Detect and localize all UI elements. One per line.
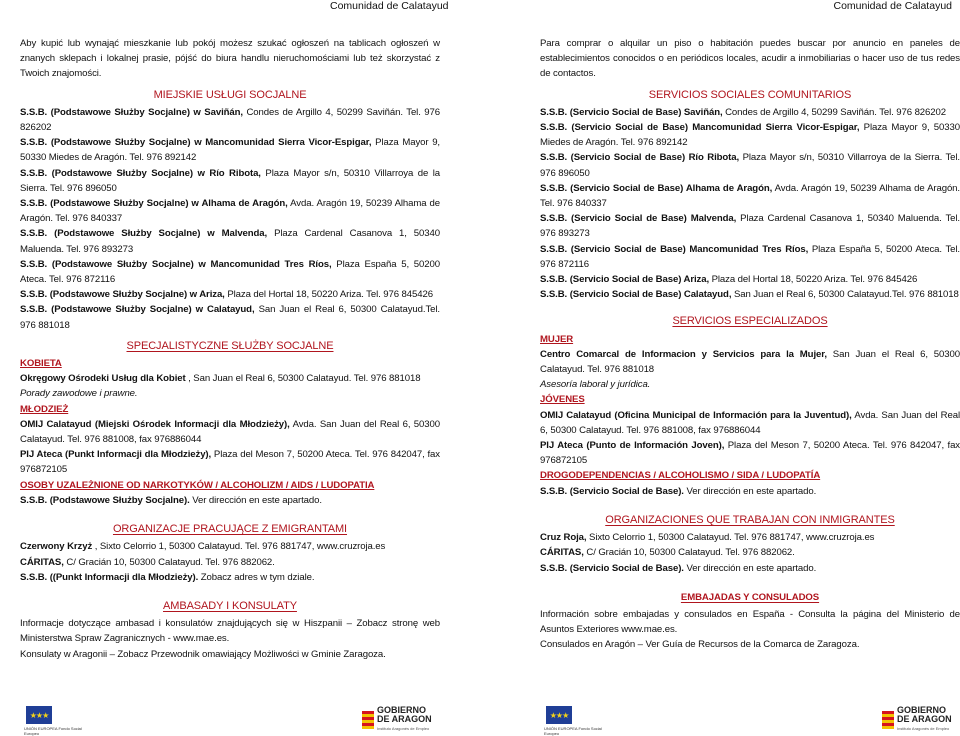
service-entry: S.S.B. (Servicio Social de Base) Saviñán, Condes de Argillo 4, 50299 Saviñán. Tel. 976 826202 [540,106,946,118]
service-entry: PIJ Ateca (Punkt Informacji dla Młodzieży), Plaza del Meson 7, 50200 Ateca. Tel. 976 842047, fax 976872105 [20,449,440,476]
logo-name-line1: GOBIERNO [897,705,947,715]
section-title-community: SERVICIOS SOCIALES COMUNITARIOS [648,88,852,101]
section-title-immigrants: ORGANIZACJE PRACUJĄCE Z EMIGRANTAMI [112,523,348,536]
aragon-shield-icon [882,711,894,729]
service-entry: S.S.B. (Podstawowe Służby Socjalne) w Saviñán, Condes de Argillo 4, 50299 Saviñán. Tel. 976 826202 [20,106,440,134]
section-title-immigrants: ORGANIZACIONES QUE TRABAJAN CON INMIGRANTES [605,513,895,526]
service-entry: S.S.B. (Podstawowe Służby Socjalne). Ver dirección en este apartado. [20,494,322,506]
embassy-info: Información sobre embajadas y consulados en España - Consulta la página del Ministerio de Asuntos Exteriores www.mae.es. [540,608,960,636]
service-entry: S.S.B. (Podstawowe Służby Socjalne) w Mancomunidad Tres Ríos, Plaza España 5, 50200 Ateca. Tel. 976 872116 [20,258,440,286]
service-entry: CÁRITAS, C/ Gracián 10, 50300 Calatayud. Tel. 976 882062. [540,547,795,559]
right-column [540,36,960,653]
subsection-addiction: DROGODEPENDENCIAS / ALCOHOLISMO / SIDA / LUDOPATÍA [540,470,821,482]
logo-subtitle: Instituto Aragonés de Empleo [897,726,950,731]
gobierno-aragon-logo [362,706,432,733]
consulate-info: Consulados en Aragón – Ver Guía de Recursos de la Comarca de Zaragoza. [540,639,860,651]
gobierno-aragon-logo [882,706,952,733]
page-header-right: Comunidad de Calatayud [833,0,952,12]
intro-paragraph: Para comprar o alquilar un piso o habitación puedes buscar por anuncio en paneles de establecimientos conocidos o en periódicos locales, acudir a inmobiliarias o hacer uso de tus redes de contactos. [540,38,960,80]
aragon-shield-icon [362,711,374,729]
logo-name-line1: GOBIERNO [377,705,427,715]
subsection-women: MUJER [540,333,574,345]
embassy-info: Informacje dotyczące ambasad i konsulatów znajdujących się w Hiszpanii – Zobacz stronę web Ministerstwa Spraw Zagranicznych - www.mae.es. [20,618,440,645]
subsection-women: KOBIETA [20,358,62,370]
subsection-youth: JÓVENES [540,394,585,406]
service-entry: OMIJ Calatayud (Miejski Ośrodek Informacji dla Młodzieży), Avda. San Juan del Real 6, 50300 Calatayud. Tel. 976 881008, fax 976886044 [20,418,440,446]
service-entry: S.S.B. (Podstawowe Służby Socjalne) w Alhama de Aragón, Avda. Aragón 19, 50239 Alhama de Aragón. Tel. 976 840337 [20,198,440,225]
logo-name-line2: DE ARAGON [377,714,432,724]
service-entry: Centro Comarcal de Informacion y Servicios para la Mujer, San Juan el Real 6, 50300 Calatayud. Tel. 976 881018 [540,348,960,376]
intro-paragraph: Aby kupić lub wynająć mieszkanie lub pokój możesz szukać ogłoszeń na tablicach ogłoszeń w znanych sklepach i lokalnej prasie, pójść do biura handlu nieruchomościami lub też skorzystać z Twoich znajomości. [20,38,440,80]
subsection-youth: MŁODZIEŻ [20,403,69,415]
page-header-left: Comunidad de Calatayud [330,0,449,12]
service-entry: S.S.B. (Servicio Social de Base) Malvenda, Plaza Cardenal Casanova 1, 50340 Maluenda. Tel. 976 893273 [540,213,960,240]
service-entry: Czerwony Krzyż , Sixto Celorrio 1, 50300 Calatayud. Tel. 976 881747, www.cruzroja.es [20,541,386,553]
service-entry: S.S.B. (Podstawowe Służby Socjalne) w Ariza, Plaza del Hortal 18, 50220 Ariza. Tel. 976 845426 [20,289,433,301]
service-entry: Cruz Roja, Sixto Celorrio 1, 50300 Calatayud. Tel. 976 881747, www.cruzroja.es [540,532,875,544]
service-entry: S.S.B. ((Punkt Informacji dla Młodzieży). Zobacz adres w tym dziale. [20,571,315,583]
service-entry: S.S.B. (Servicio Social de Base) Mancomunidad Sierra Vicor-Espigar, Plaza Mayor 9, 50330 Miedes de Aragón. Tel. 976 892142 [540,122,960,149]
service-entry: S.S.B. (Podstawowe Służby Socjalne) w Mancomunidad Sierra Vicor-Espigar, Plaza Mayor 9, 50330 Miedes de Aragón. Tel. 976 892142 [20,137,440,164]
eu-flag-icon: ★★★ [546,706,572,724]
service-entry: S.S.B. (Servicio Social de Base) Calatayud, San Juan el Real 6, 50300 Calatayud.Tel. 976 881018 [540,289,959,301]
logo-subtitle: Instituto Aragonés de Empleo [377,726,430,731]
service-entry: S.S.B. (Servicio Social de Base) Mancomunidad Tres Ríos, Plaza España 5, 50200 Ateca. Tel. 976 872116 [540,243,960,270]
service-note: Asesoría laboral y jurídica. [540,379,651,391]
section-title-embassies: EMBAJADAS Y CONSULADOS [680,591,820,603]
consulate-info: Konsulaty w Aragonii – Zobacz Przewodnik omawiający Możliwości w Gminie Zaragoza. [20,648,386,660]
service-entry: CÁRITAS, C/ Gracián 10, 50300 Calatayud. Tel. 976 882062. [20,556,275,568]
logo-name-line2: DE ARAGON [897,714,952,724]
eu-logo-text: UNIÓN EUROPEA Fondo Social Europeo [24,726,82,736]
section-title-municipal: MIEJSKIE USŁUGI SOCJALNE [153,88,307,101]
service-entry: Okręgowy Ośrodeki Usług dla Kobiet , San Juan el Real 6, 50300 Calatayud. Tel. 976 881018 [20,373,421,385]
eu-flag-icon: ★★★ [26,706,52,724]
section-title-specialized: SERVICIOS ESPECIALIZADOS [672,315,828,328]
section-title-embassies: AMBASADY I KONSULATY [163,599,297,612]
section-title-specialized: SPECJALISTYCZNE SŁUŻBY SOCJALNE [126,339,334,352]
service-entry: S.S.B. (Servicio Social de Base) Río Ribota, Plaza Mayor s/n, 50310 Villarroya de la Sierra. Tel. 976 896050 [540,152,960,179]
service-entry: S.S.B. (Servicio Social de Base). Ver dirección en este apartado. [540,485,817,497]
eu-logo-text: UNIÓN EUROPEA Fondo Social Europeo [544,726,602,736]
left-column [20,36,440,662]
service-entry: S.S.B. (Podstawowe Służby Socjalne) w Malvenda, Plaza Cardenal Casanova 1, 50340 Maluenda. Tel. 976 893273 [20,228,440,255]
service-entry: PIJ Ateca (Punto de Información Joven), Plaza del Meson 7, 50200 Ateca. Tel. 976 842047, fax 976872105 [540,440,960,467]
service-entry: S.S.B. (Podstawowe Służby Socjalne) w Río Ribota, Plaza Mayor s/n, 50310 Villarroya de la Sierra. Tel. 976 896050 [20,167,440,194]
service-entry: OMIJ Calatayud (Oficina Municipal de Información para la Juventud), Avda. San Juan del Real 6, 50300 Calatayud. Tel. 976 881008, fax 976886044 [540,409,960,436]
service-entry: S.S.B. (Podstawowe Służby Socjalne) w Calatayud, San Juan el Real 6, 50300 Calatayud.Tel. 976 881018 [20,304,440,331]
service-note: Porady zawodowe i prawne. [20,388,138,400]
service-entry: S.S.B. (Servicio Social de Base) Ariza, Plaza del Hortal 18, 50220 Ariza. Tel. 976 845426 [540,274,918,286]
service-entry: S.S.B. (Servicio Social de Base). Ver dirección en este apartado. [540,562,817,574]
subsection-addiction: OSOBY UZALEŻNIONE OD NARKOTYKÓW / ALCOHOLIZM / AIDS / LUDOPATIA [20,479,375,491]
service-entry: S.S.B. (Servicio Social de Base) Alhama de Aragón, Avda. Aragón 19, 50239 Alhama de Aragón. Tel. 976 840337 [540,182,960,210]
